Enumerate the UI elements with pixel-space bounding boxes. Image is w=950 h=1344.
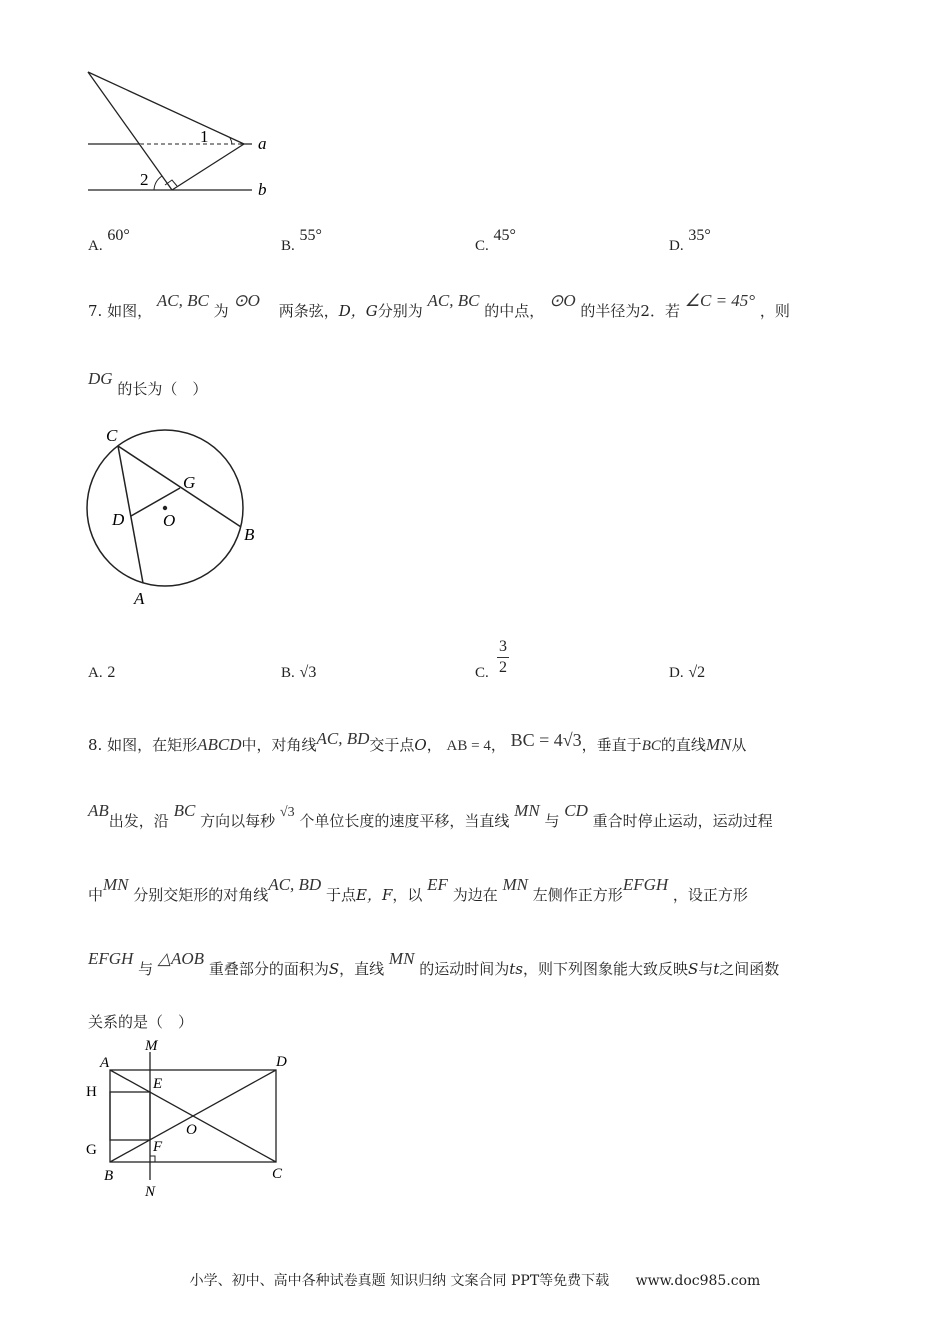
- label-g: G: [183, 473, 196, 492]
- q8-l4-text-zhijian: 之间函数: [719, 960, 780, 978]
- q8-l3-text-zuoce: 左侧作正方形: [532, 886, 623, 904]
- q8-l3-text-yi: ，以: [392, 886, 423, 904]
- q6-option-d[interactable]: [669, 227, 711, 255]
- q7-figure: [80, 420, 270, 610]
- q7-option-a-label: A.: [88, 665, 103, 681]
- label-b: B: [104, 1168, 114, 1184]
- q8-l3-text-fenbie: 分别交矩形的对角线: [133, 886, 269, 904]
- q8-point-o: O: [414, 736, 427, 754]
- q7-radius-value: 2: [640, 302, 650, 320]
- q8-l5-text: 关系的是（ ）: [88, 1013, 194, 1031]
- q7-dg: DG: [88, 369, 113, 388]
- label-c: C: [106, 426, 118, 445]
- angle-2-label: 2: [140, 170, 149, 189]
- q8-l2-text-chufa: 出发，沿: [108, 812, 169, 830]
- q6-option-a-label: A.: [88, 238, 103, 254]
- q8-text-jiao: 交于点: [369, 736, 415, 754]
- q7-option-c-denominator: 2: [499, 659, 507, 676]
- label-d: D: [276, 1054, 287, 1070]
- label-m: M: [145, 1038, 158, 1054]
- q6-option-d-label: D.: [669, 238, 684, 254]
- q8-bc-eq-text: BC = 4: [510, 730, 563, 750]
- q8-l3-efgh: EFGH: [622, 875, 669, 894]
- q8-l4-s: S: [328, 960, 340, 978]
- q8-l3-text-she: ，设正方形: [672, 886, 748, 904]
- q7-option-d-label: D.: [669, 665, 684, 681]
- q6-option-c-label: C.: [475, 238, 489, 254]
- q8-text-cong: 从: [731, 736, 747, 754]
- q8-text-de: 的直线: [660, 736, 706, 754]
- q7-option-c-fraction: [497, 637, 509, 678]
- center-point: [163, 506, 167, 510]
- q8-comma-2: ，: [490, 736, 506, 754]
- q8-l4-ts: ts: [509, 960, 523, 978]
- q8-l4-text-yundong: 的运动时间为: [419, 960, 510, 978]
- q7-circle-2: ⊙O: [549, 291, 576, 310]
- line-a-label: a: [258, 134, 267, 153]
- q8-bc: BC: [641, 738, 661, 754]
- q8-l2-text-speed: 个单位长度的速度平移，当直线: [299, 812, 510, 830]
- q8-line-5: [88, 1011, 193, 1033]
- q6-figure: [80, 62, 290, 202]
- q8-l2-bc: BC: [173, 801, 196, 820]
- q8-bc-radicand: 3: [572, 730, 582, 750]
- q7-option-a[interactable]: [88, 663, 115, 682]
- q8-l2-sqrt-sign: √: [279, 805, 288, 820]
- q7-text-fenbie: 分别为: [377, 302, 423, 320]
- q7-option-b[interactable]: [281, 663, 316, 682]
- q7-option-c-label: C.: [475, 665, 489, 681]
- label-d: D: [112, 510, 125, 529]
- q6-option-d-value: 35°: [688, 227, 711, 244]
- q8-l4-text-zhixian: ，直线: [339, 960, 385, 978]
- q7-text-ze: ，则: [759, 302, 790, 320]
- q8-comma: ，: [426, 736, 442, 754]
- q6-option-a-value: 60°: [107, 227, 130, 244]
- q8-l4-t: t: [713, 960, 720, 978]
- q8-text-zhong: 中，对角线: [241, 736, 317, 754]
- q6-option-b-value: 55°: [299, 227, 322, 244]
- q7-chords-2: AC, BC: [427, 291, 480, 310]
- q7-line-1: [88, 291, 790, 322]
- page-footer: [0, 1270, 950, 1290]
- q7-text-wei: 为: [213, 302, 229, 320]
- q8-l3-text-zhong: 中: [88, 886, 104, 904]
- q7-angle: ∠C = 45°: [684, 291, 756, 310]
- q7-number: 7. 如图，: [88, 302, 153, 320]
- label-g: G: [86, 1142, 97, 1158]
- q8-l3-text-yudian: 于点: [325, 886, 356, 904]
- label-f: F: [153, 1139, 163, 1155]
- q7-text-midpoint: 的中点，: [484, 302, 545, 320]
- q8-l4-s-2: S: [687, 960, 699, 978]
- q8-line-4: [88, 949, 780, 980]
- angle-1-label: 1: [200, 127, 209, 146]
- q8-l2-cd: CD: [564, 801, 588, 820]
- q8-text-chuizhi: ，垂直于: [581, 736, 642, 754]
- triangle-side-top: [88, 72, 244, 144]
- q8-bc-sqrt-sign: √: [562, 730, 573, 750]
- square-efgh: [110, 1092, 150, 1140]
- q7-circle: ⊙O: [233, 291, 260, 310]
- q8-mn: MN: [705, 735, 732, 754]
- q6-option-c[interactable]: [475, 227, 516, 255]
- label-e: E: [153, 1076, 163, 1092]
- q7-text-radius: 的半径为: [580, 302, 641, 320]
- q8-l2-mn: MN: [514, 801, 540, 820]
- q8-l4-text-ze: ，则下列图象能大致反映: [522, 960, 688, 978]
- q8-l3-mn: MN: [103, 875, 129, 894]
- q7-text-ruo: ．若: [649, 302, 680, 320]
- q8-l3-mn-2: MN: [502, 875, 529, 894]
- q8-l4-aob: △AOB: [157, 949, 205, 968]
- q8-l4-text-yu: 与: [138, 960, 154, 978]
- q7-text-length: 的长为（ ）: [117, 380, 208, 398]
- label-b: B: [244, 525, 255, 544]
- q7-option-c-numerator: 3: [499, 638, 507, 655]
- q6-option-b[interactable]: [281, 227, 322, 255]
- q8-l3-ef: EF: [427, 875, 448, 894]
- q8-l4-efgh: EFGH: [88, 949, 134, 968]
- right-angle-mark-n: [150, 1156, 155, 1162]
- footer-url[interactable]: www.doc985.com: [635, 1273, 761, 1289]
- angle-2-arc: [154, 176, 162, 190]
- q8-l3-text-weibian: 为边在: [452, 886, 498, 904]
- q8-l4-text-yu-2: 与: [698, 960, 714, 978]
- line-b-label: b: [258, 180, 267, 199]
- q7-chords: AC, BC: [156, 291, 209, 310]
- q8-l4-text-chongdie: 重叠部分的面积为: [208, 960, 329, 978]
- q8-l2-text-yu: 与: [544, 812, 560, 830]
- q8-line-2: [88, 801, 773, 834]
- q8-line-1: [88, 729, 747, 757]
- q7-option-b-label: B.: [281, 665, 295, 681]
- q8-number: 8. 如图，在矩形: [88, 736, 198, 754]
- triangle-side-right: [172, 144, 244, 190]
- label-a: A: [134, 589, 145, 608]
- label-o: O: [163, 511, 176, 530]
- q8-l3-points-ef: E，F: [356, 886, 393, 904]
- q6-option-c-value: 45°: [493, 227, 516, 244]
- q8-l2-radicand: 3: [287, 805, 295, 820]
- q7-option-a-value: 2: [107, 664, 116, 681]
- q7-points-dg: D，G: [338, 302, 378, 320]
- q8-acbd: AC, BD: [316, 729, 370, 748]
- q7-text-chords: 两条弦，: [278, 302, 339, 320]
- q8-bc-eq: [511, 730, 582, 750]
- label-c: C: [272, 1166, 283, 1182]
- q6-option-b-label: B.: [281, 238, 295, 254]
- q7-option-d-value: √2: [688, 664, 706, 681]
- chord-cb: [118, 446, 241, 527]
- label-o: O: [186, 1122, 197, 1138]
- q7-option-d[interactable]: [669, 663, 705, 682]
- q7-option-c[interactable]: [475, 638, 507, 682]
- q8-ab-eq: AB = 4: [446, 738, 491, 754]
- q6-option-a[interactable]: [88, 227, 130, 255]
- q7-line-2: [88, 369, 208, 400]
- q8-abcd: ABCD: [197, 735, 242, 754]
- footer-text: 小学、初中、高中各种试卷真题 知识归纳 文案合同 PPT等免费下载: [189, 1273, 610, 1289]
- label-a: A: [100, 1055, 110, 1071]
- q8-l2-text-chonghe: 重合时停止运动，运动过程: [592, 812, 773, 830]
- label-h: H: [86, 1084, 97, 1100]
- q8-l3-acbd: AC, BD: [268, 875, 322, 894]
- label-n: N: [145, 1184, 156, 1200]
- q8-l2-sqrt: [280, 805, 295, 820]
- q8-figure: [80, 1034, 300, 1204]
- q8-l4-mn: MN: [388, 949, 415, 968]
- q8-l2-text-fangxiang: 方向以每秒: [200, 812, 276, 830]
- q8-line-3: [88, 875, 748, 906]
- q8-l2-ab: AB: [88, 801, 109, 820]
- triangle-side-left: [88, 72, 172, 190]
- q7-option-b-value: √3: [299, 664, 317, 681]
